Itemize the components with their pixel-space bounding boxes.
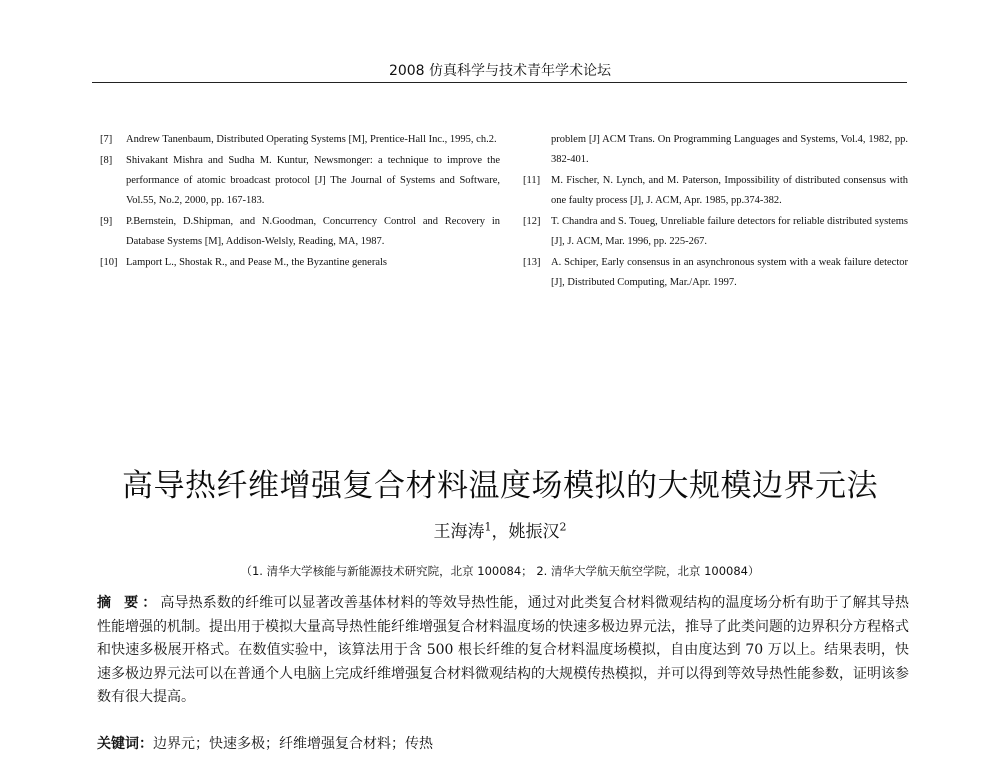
affiliation: （1. 清华大学核能与新能源技术研究院，北京 100084； 2. 清华大学航天航空学院，北京 100084） [240, 564, 760, 578]
keywords-label: 关键词： [97, 736, 153, 752]
abstract-text: 高导热系数的纤维可以显著改善基体材料的等效导热性能，通过对此类复合材料微观结构的温度场分析有助于了解其导热性能增强的机制。提出用于模拟大量高导热性能纤维增强复合材料温度场的快速多极边界元法，推导了此类问题的边界积分方程格式和快速多极展开格式。在数值实验中，该算法用于含 500 根长纤维的复合材料温度场模拟，自由度达到 70 万以上。结果表明，快速多极边界元法可以在普通个人电脑上完成纤维增强复合材料微观结构的大规模传热模拟，并可以得到等效导热性能参数，证明该参数有很大提高。 [97, 595, 910, 706]
reference-number: [7] [100, 134, 113, 145]
abstract [97, 592, 909, 710]
reference-number: [8] [100, 155, 113, 166]
reference-item [523, 253, 908, 293]
paper-title: 高导热纤维增强复合材料温度场模拟的大规模边界元法 [122, 468, 878, 504]
author-line [0, 517, 1000, 542]
reference-number: [13] [523, 257, 541, 268]
reference-text: Lamport L., Shostak R., and Pease M., the Byzantine generals [126, 257, 387, 268]
reference-item [100, 130, 500, 150]
reference-number: [9] [100, 216, 113, 227]
reference-item [100, 253, 500, 273]
reference-text: Andrew Tanenbaum, Distributed Operating Systems [M], Prentice-Hall Inc., 1995, ch.2. [126, 134, 497, 145]
keywords [97, 733, 909, 753]
reference-text: problem [J] ACM Trans. On Programming Languages and Systems, Vol.4, 1982, pp. 382-401. [551, 134, 908, 165]
author-name: 王海涛 [433, 522, 485, 542]
running-header: 2008 仿真科学与技术青年学术论坛 [388, 63, 612, 79]
author-separator: ， [491, 522, 509, 542]
reference-item [523, 212, 908, 252]
reference-text: T. Chandra and S. Toueg, Unreliable failure detectors for reliable distributed systems [J], J. ACM, Mar. 1996, pp. 225-267. [551, 216, 908, 247]
reference-number: [11] [523, 175, 541, 186]
reference-item-continued [523, 130, 908, 170]
keywords-text: 边界元；快速多极；纤维增强复合材料；传热 [153, 736, 433, 752]
references-left-column [100, 130, 500, 274]
abstract-label: 摘 要： [97, 595, 161, 611]
author-name: 姚振汉 [508, 522, 560, 542]
reference-number: [12] [523, 216, 541, 227]
reference-item [100, 151, 500, 211]
header-rule [92, 82, 907, 83]
author-affiliation-mark: 2 [559, 520, 567, 534]
reference-item [523, 171, 908, 211]
reference-text: M. Fischer, N. Lynch, and M. Paterson, Impossibility of distributed consensus with one faulty process [J], J. ACM, Apr. 1985, pp.374-382. [551, 175, 908, 206]
references-right-column [523, 130, 908, 294]
reference-number: [10] [100, 257, 118, 268]
reference-text: A. Schiper, Early consensus in an asynchronous system with a weak failure detector [J], Distributed Computing, Mar./Apr. 1997. [551, 257, 908, 288]
reference-item [100, 212, 500, 252]
author-affiliation-mark: 1 [484, 520, 492, 534]
reference-text: P.Bernstein, D.Shipman, and N.Goodman, Concurrency Control and Recovery in Database Systems [M], Addison-Welsly, Reading, MA, 1987. [126, 216, 500, 247]
reference-text: Shivakant Mishra and Sudha M. Kuntur, Newsmonger: a technique to improve the performance of atomic broadcast protocol [J] The Journal of Systems and Software, Vol.55, No.2, 2000, pp. 167-183. [126, 155, 500, 206]
